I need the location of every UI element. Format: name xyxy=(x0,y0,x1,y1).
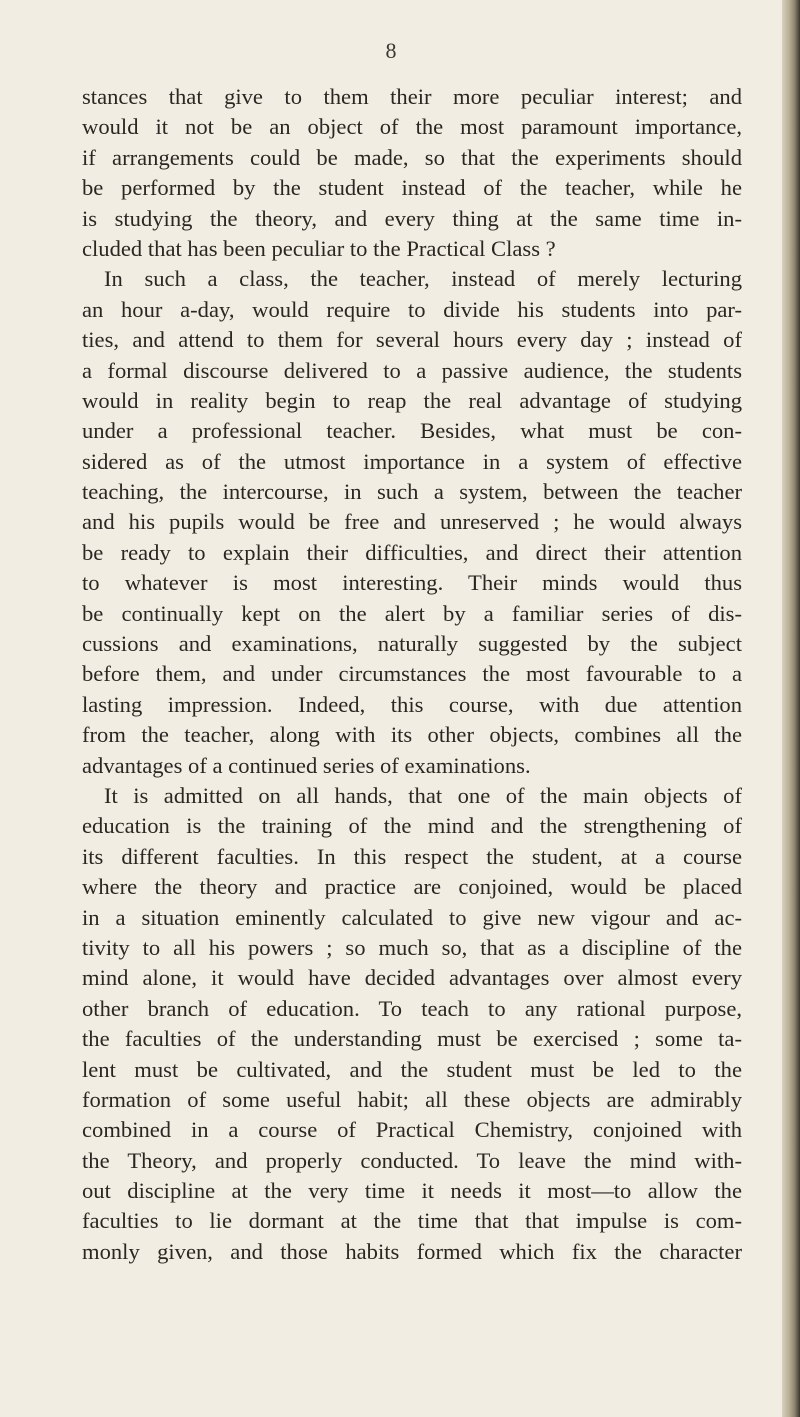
text-line: other branch of education. To teach to any rational purpose, xyxy=(82,995,742,1021)
text-line: stances that give to them their more peculiar interest; and xyxy=(82,84,742,109)
text-line: It is admitted on all hands, that one of the main objects of xyxy=(104,782,742,808)
text-line: and his pupils would be free and unreserved ; he would always xyxy=(82,509,742,535)
text-line: a formal discourse delivered to a passive audience, the students xyxy=(82,357,742,383)
body-text xyxy=(82,82,742,1267)
text-line: in a situation eminently calculated to give new vigour and ac- xyxy=(82,904,742,930)
text-line: be continually kept on the alert by a familiar series of dis- xyxy=(82,600,742,626)
text-line: cluded that has been peculiar to the Practical Class ? xyxy=(82,235,556,261)
text-line: combined in a course of Practical Chemistry, conjoined with xyxy=(82,1117,742,1143)
text-line: mind alone, it would have decided advantages over almost every xyxy=(82,965,742,991)
text-line: before them, and under circumstances the most favourable to a xyxy=(82,661,742,687)
text-line: an hour a-day, would require to divide his students into par- xyxy=(82,296,742,322)
text-line: ties, and attend to them for several hours every day ; instead of xyxy=(82,327,742,353)
text-line: tivity to all his powers ; so much so, that as a discipline of the xyxy=(82,934,742,960)
text-line: its different faculties. In this respect the student, at a course xyxy=(82,843,742,869)
text-line: the faculties of the understanding must be exercised ; some ta- xyxy=(82,1026,742,1052)
text-line: education is the training of the mind and the strengthening of xyxy=(82,813,742,839)
text-line: lasting impression. Indeed, this course, with due attention xyxy=(82,691,742,717)
text-line: teaching, the intercourse, in such a system, between the teacher xyxy=(82,479,742,505)
page-number: 8 xyxy=(385,38,397,63)
text-line: under a professional teacher. Besides, what must be con- xyxy=(82,418,742,444)
text-line: would in reality begin to reap the real advantage of studying xyxy=(82,387,742,413)
text-line: be performed by the student instead of the teacher, while he xyxy=(82,175,742,201)
text-line: would it not be an object of the most paramount importance, xyxy=(82,114,742,140)
text-line: advantages of a continued series of examinations. xyxy=(82,752,531,778)
text-line: if arrangements could be made, so that the experiments should xyxy=(82,144,742,170)
text-line: is studying the theory, and every thing at the same time in- xyxy=(82,205,742,231)
text-line: faculties to lie dormant at the time that that impulse is com- xyxy=(82,1208,742,1234)
text-line: In such a class, the teacher, instead of merely lecturing xyxy=(104,266,742,292)
text-line: out discipline at the very time it needs it most—to allow the xyxy=(82,1178,742,1204)
text-line: sidered as of the utmost importance in a system of effective xyxy=(82,448,742,474)
text-line: monly given, and those habits formed which fix the character xyxy=(82,1238,742,1264)
text-line: to whatever is most interesting. Their minds would thus xyxy=(82,570,742,596)
text-line: the Theory, and properly conducted. To leave the mind with- xyxy=(82,1147,742,1173)
text-line: formation of some useful habit; all these objects are admirably xyxy=(82,1086,742,1112)
text-line: from the teacher, along with its other objects, combines all the xyxy=(82,722,742,748)
text-line: where the theory and practice are conjoined, would be placed xyxy=(82,874,742,900)
text-line: cussions and examinations, naturally suggested by the subject xyxy=(82,631,742,657)
text-line: lent must be cultivated, and the student must be led to the xyxy=(82,1056,742,1082)
page-edge-shadow xyxy=(782,0,800,1417)
text-line: be ready to explain their difficulties, and direct their attention xyxy=(82,539,742,565)
